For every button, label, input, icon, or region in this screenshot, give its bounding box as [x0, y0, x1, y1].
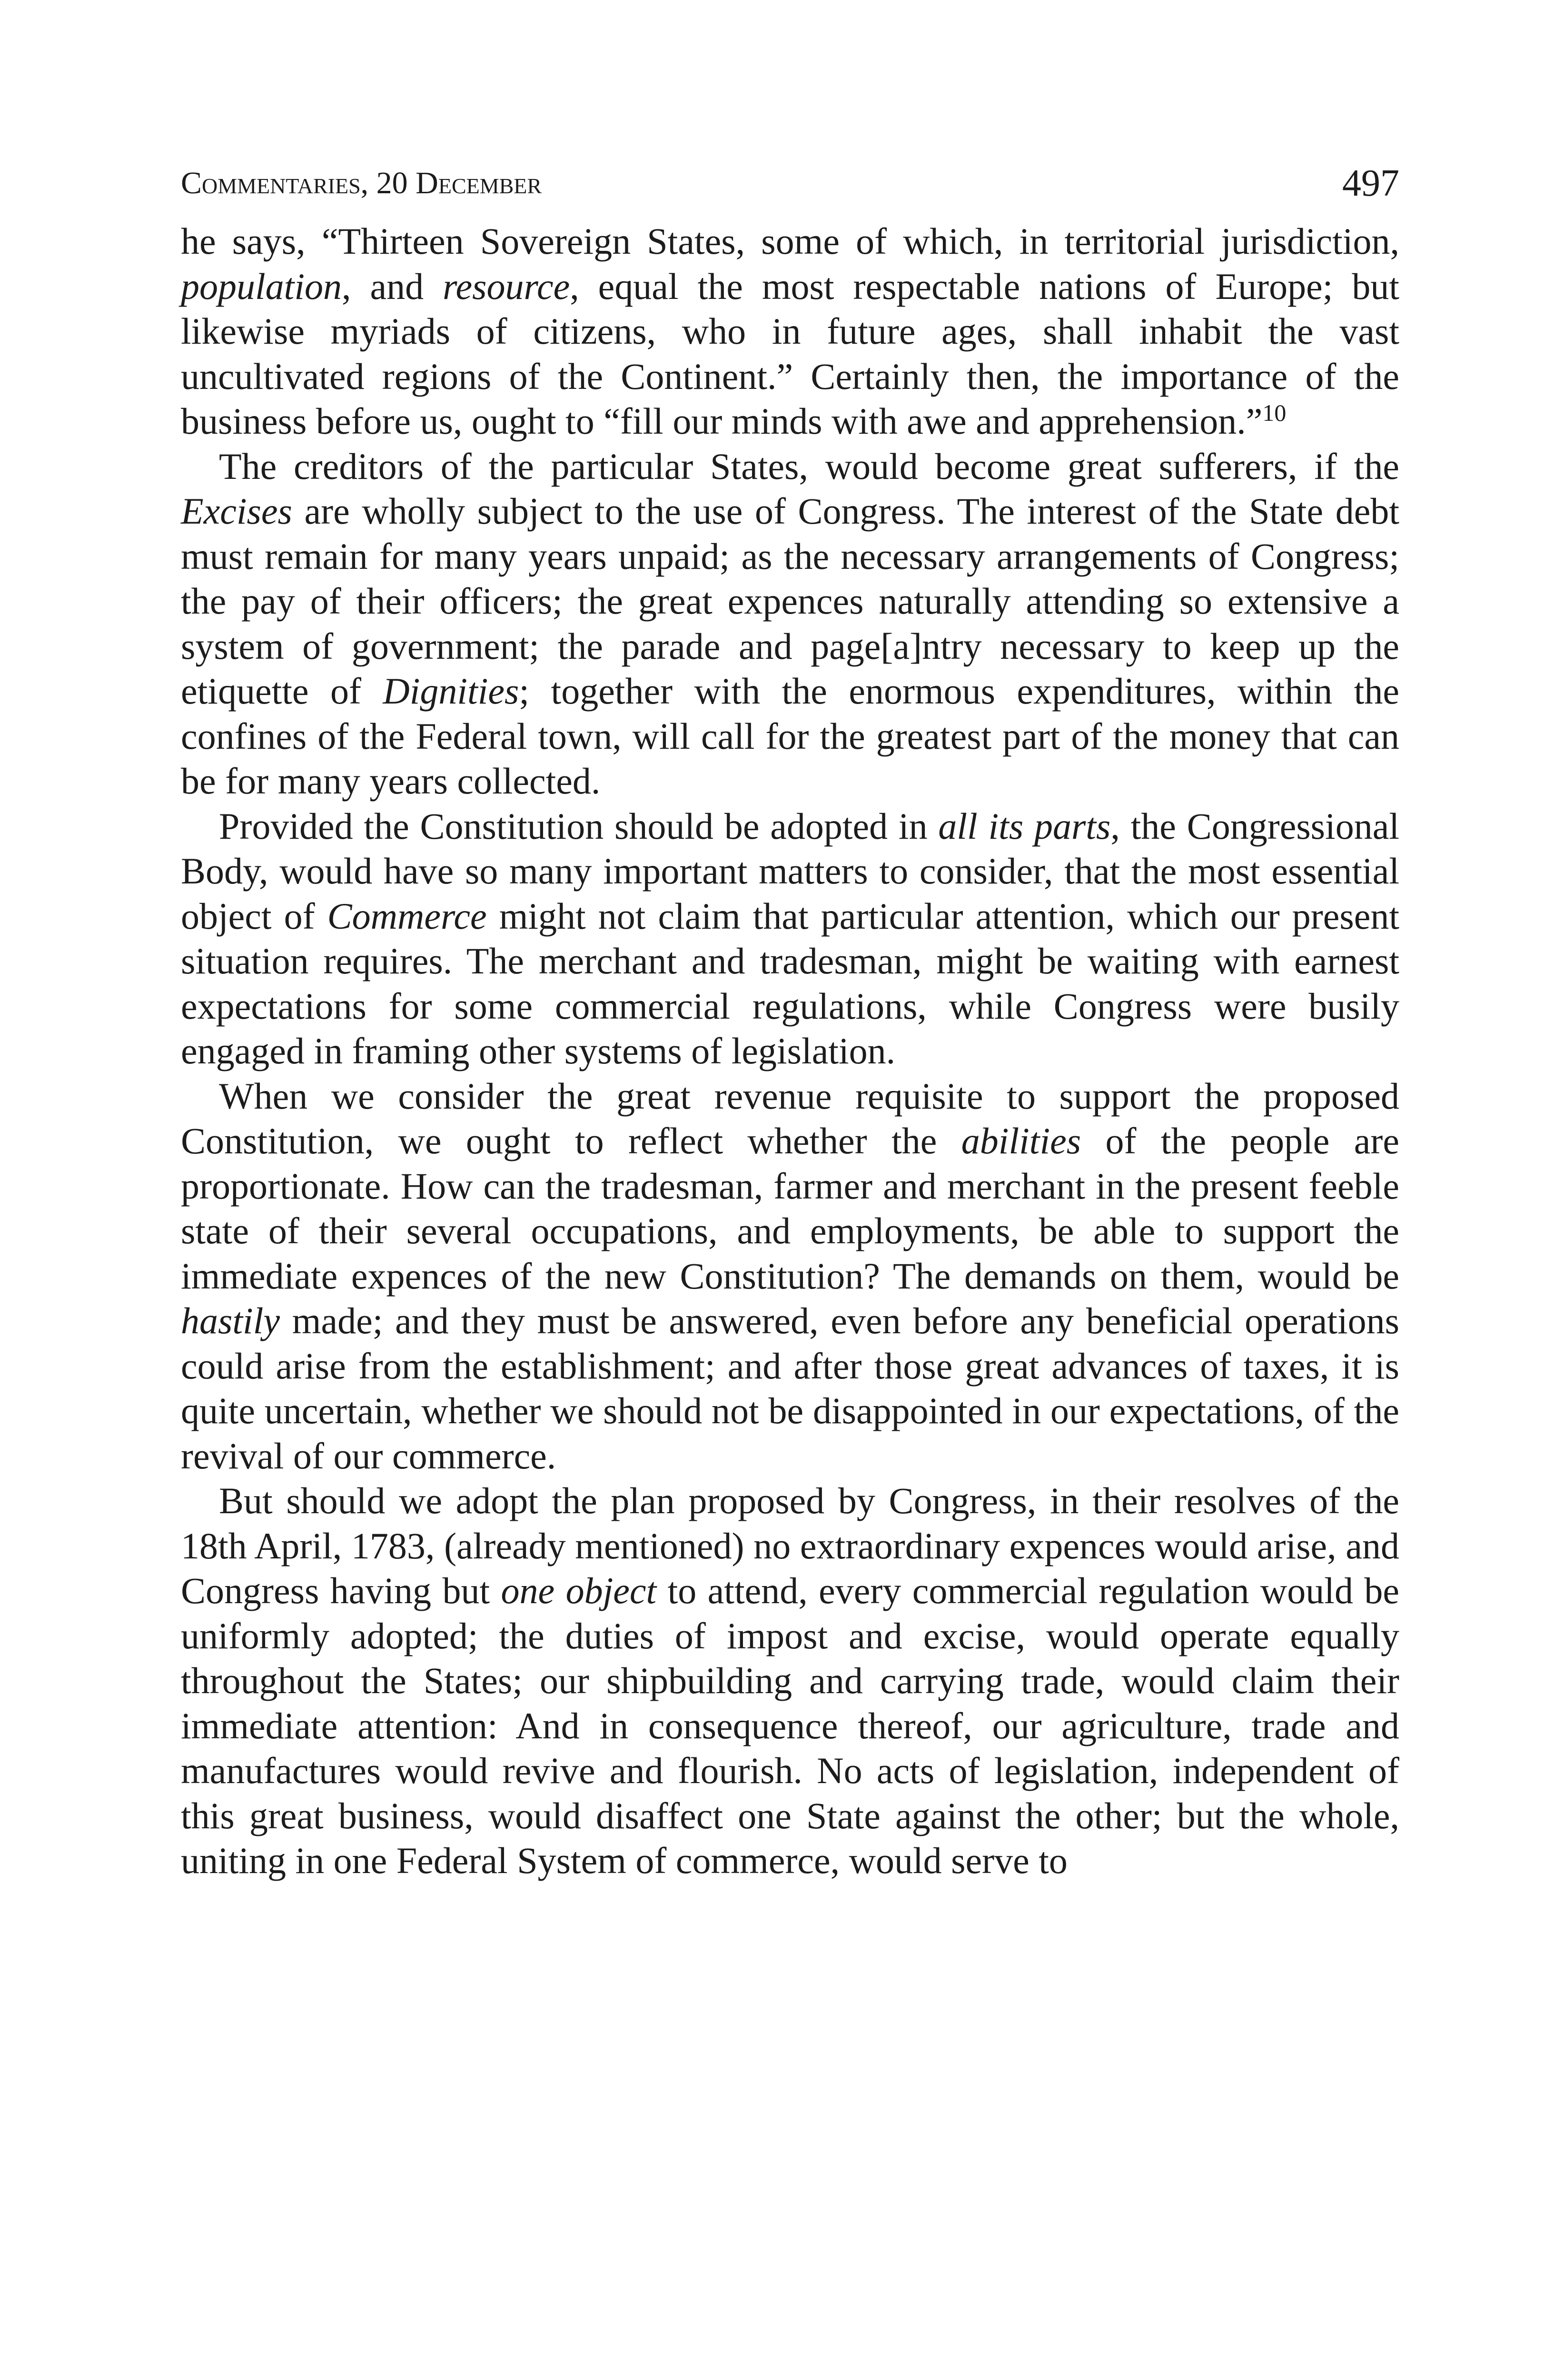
italic-emphasis: resource [443, 265, 570, 307]
italic-emphasis: Commerce [327, 895, 487, 937]
paragraph-2 [181, 444, 1399, 804]
text-run: made; and they must be answered, even before any beneficial operations could arise from the establishment; and after those great advances of taxes, it is quite uncertain, whether we should not be disappointed in our expectations, of the revival of our commerce. [181, 1300, 1399, 1477]
running-head [181, 157, 1399, 209]
italic-emphasis: all its parts [938, 805, 1111, 847]
italic-emphasis: Excises [181, 490, 292, 532]
running-head-title [181, 157, 542, 209]
text-run: When we consider the great revenue requisite to support the proposed Constitution, we ought to reflect whether the [181, 1075, 1399, 1161]
italic-emphasis: abilities [961, 1120, 1081, 1161]
italic-emphasis: one object [501, 1570, 657, 1611]
text-run: , and [342, 265, 443, 307]
paragraph-1 [181, 219, 1399, 444]
text-run: Provided the Constitution should be adopted in [219, 805, 939, 847]
text-run: , the Congressional Body, would have so many important matters to consider, that the most essential object of [181, 805, 1399, 937]
text-run: , equal the most respectable nations of Europe; but likewise myriads of citizens, who in future ages, shall inhabit the vast uncultivated regions of the Continent.” Certainly then, the importance of the business before us, ought to “fill our minds with awe and apprehension.” [181, 265, 1399, 442]
text-run: ; together with the enormous expenditures, within the confines of the Federal town, will call for the greatest part of the money that can be for many years collected. [181, 670, 1399, 802]
text-run: might not claim that particular attention, which our present situation requires. The merchant and tradesman, might be waiting with earnest expectations for some commercial regulations, while Congress were busily engaged in framing other systems of legislation. [181, 895, 1399, 1071]
paragraph-3 [181, 804, 1399, 1074]
book-page [181, 157, 1399, 2380]
text-run: But should we adopt the plan proposed by Congress, in their resolves of the 18th April, 1783, (already mentioned) no extraordinary expences would arise, and Congress having but [181, 1480, 1399, 1611]
italic-emphasis: population [181, 265, 342, 307]
italic-emphasis: Dignities [383, 670, 519, 712]
footnote-ref: 10 [1262, 399, 1287, 426]
page-number: 497 [1342, 162, 1399, 204]
paragraph-4 [181, 1074, 1399, 1479]
running-head-text: Commentaries, 20 December [181, 166, 542, 200]
text-run: to attend, every commercial regulation would be uniformly adopted; the duties of impost and excise, would operate equally throughout the States; our shipbuilding and carrying trade, would claim their immediate attention: And in consequence thereof, our agriculture, trade and manufactures would revive and flourish. No acts of legislation, independent of this great business, would disaffect one State against the other; but the whole, uniting in one Federal System of commerce, would serve to [181, 1570, 1399, 1881]
body-text [181, 219, 1399, 1884]
paragraph-5 [181, 1478, 1399, 1884]
text-run: of the people are proportionate. How can the tradesman, farmer and merchant in the present feeble state of their several occupations, and employments, be able to support the immediate expences of the new Constitution? The demands on them, would be [181, 1120, 1399, 1297]
text-run: he says, “Thirteen Sovereign States, some of which, in territorial jurisdiction, [181, 220, 1399, 262]
text-run: are wholly subject to the use of Congress. The interest of the State debt must remain for many years unpaid; as the necessary arrangements of Congress; the pay of their officers; the great expences naturally attending so extensive a system of government; the parade and page[a]ntry necessary to keep up the etiquette of [181, 490, 1399, 712]
text-run: The creditors of the particular States, would become great sufferers, if the [219, 445, 1399, 487]
italic-emphasis: hastily [181, 1300, 280, 1341]
